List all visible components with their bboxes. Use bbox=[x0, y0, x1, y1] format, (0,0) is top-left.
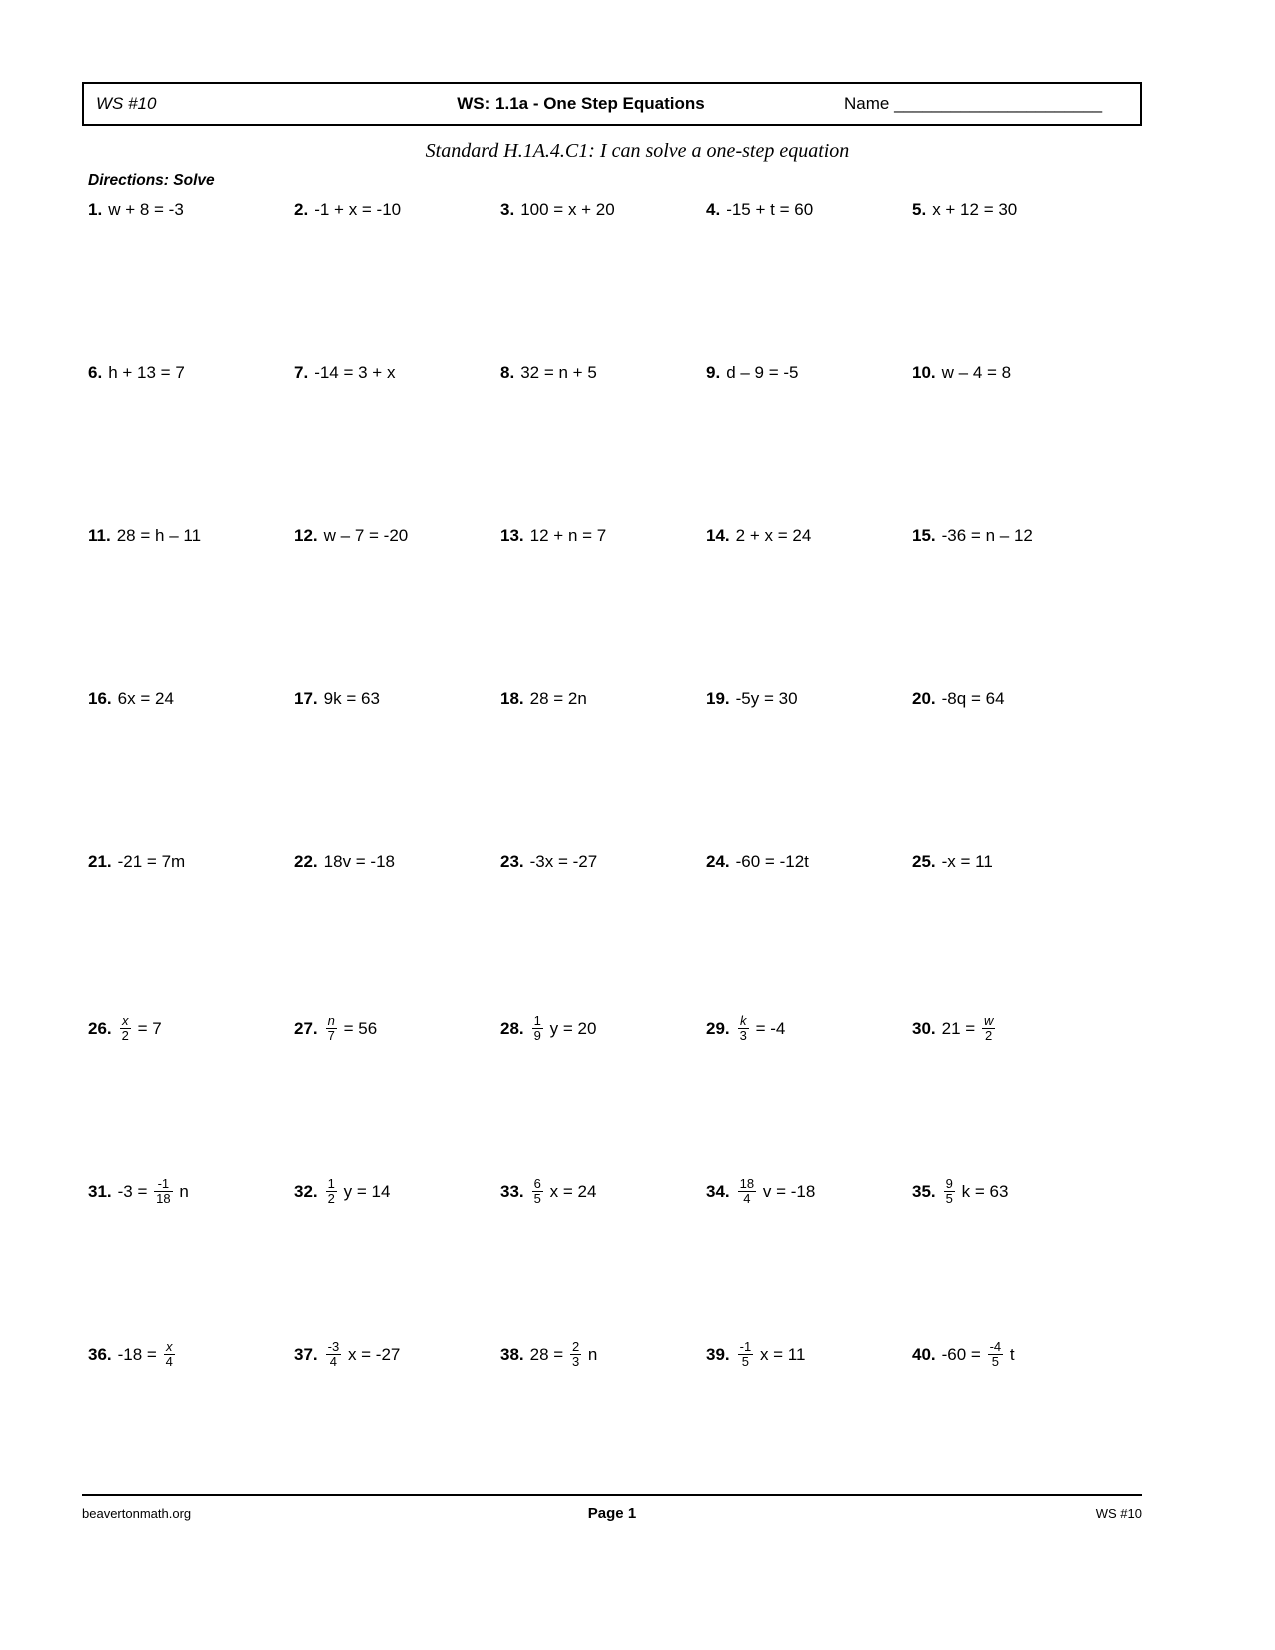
problem-item bbox=[912, 1178, 1118, 1341]
problem-row bbox=[88, 852, 1148, 1015]
problem-item bbox=[88, 200, 294, 363]
problem-number: 31. bbox=[88, 1181, 112, 1201]
fraction-denominator: 4 bbox=[329, 1353, 338, 1369]
problem-number: 25. bbox=[912, 852, 936, 871]
equation-text: + 20 bbox=[576, 200, 615, 219]
equation-text: -1 + bbox=[314, 200, 349, 219]
variable: t bbox=[804, 852, 809, 871]
equation-text: = 24 bbox=[135, 689, 174, 708]
equation-text: = -10 bbox=[357, 200, 402, 219]
equation-text: -14 = 3 + bbox=[314, 363, 387, 382]
problem-equation bbox=[530, 1013, 597, 1043]
problem-equation bbox=[108, 200, 184, 219]
fraction-denominator: 4 bbox=[743, 1190, 751, 1206]
variable: n bbox=[985, 526, 996, 545]
equation-text: -3 = bbox=[117, 1181, 153, 1201]
problem-item bbox=[294, 852, 500, 1015]
problem-number: 37. bbox=[294, 1344, 318, 1364]
problem-item bbox=[912, 200, 1118, 363]
problem-equation bbox=[530, 1176, 597, 1206]
problem-row bbox=[88, 200, 1148, 363]
problem-item bbox=[500, 1178, 706, 1341]
footer-site: beavertonmath.org bbox=[82, 1506, 192, 1521]
variable: x bbox=[764, 526, 773, 545]
problem-number: 1. bbox=[88, 200, 103, 219]
problem-number: 8. bbox=[500, 363, 515, 382]
problem-equation bbox=[324, 1013, 378, 1043]
problem-item bbox=[706, 689, 912, 852]
fraction-denominator: 5 bbox=[945, 1190, 953, 1206]
problem-item bbox=[500, 363, 706, 526]
variable: k bbox=[961, 1181, 971, 1201]
problem-number: 34. bbox=[706, 1181, 730, 1201]
problem-number: 15. bbox=[912, 526, 936, 545]
equation-text: 18 bbox=[323, 852, 343, 871]
problem-number: 23. bbox=[500, 852, 524, 871]
variable: x bbox=[544, 852, 554, 871]
equation-text: 32 = bbox=[520, 363, 559, 382]
problem-item bbox=[500, 1015, 706, 1178]
fraction bbox=[982, 1014, 995, 1042]
problem-number: 28. bbox=[500, 1018, 524, 1038]
equation-text: = 24 bbox=[558, 1181, 597, 1201]
fraction-numerator: 1 bbox=[533, 1013, 541, 1028]
equation-text: = -18 bbox=[771, 1181, 816, 1201]
problem-item bbox=[294, 526, 500, 689]
problem-number: 6. bbox=[88, 363, 103, 382]
variable: n bbox=[577, 689, 587, 708]
problem-number: 2. bbox=[294, 200, 309, 219]
problem-equation bbox=[941, 1339, 1015, 1369]
fraction bbox=[326, 1014, 337, 1042]
footer-divider bbox=[82, 1494, 1142, 1496]
fraction-denominator: 4 bbox=[165, 1353, 173, 1369]
footer bbox=[82, 1505, 1142, 1522]
fraction bbox=[738, 1177, 756, 1205]
problem-equation bbox=[118, 1013, 162, 1043]
problem-number: 7. bbox=[294, 363, 309, 382]
problem-number: 10. bbox=[912, 363, 936, 382]
variable: v bbox=[762, 1181, 772, 1201]
variable: x bbox=[347, 1344, 357, 1364]
problem-row bbox=[88, 1015, 1148, 1178]
fraction bbox=[944, 1177, 955, 1205]
equation-text: = 14 bbox=[352, 1181, 391, 1201]
problem-row bbox=[88, 363, 1148, 526]
problem-number: 9. bbox=[706, 363, 721, 382]
equation-text: -60 = bbox=[941, 1344, 986, 1364]
problem-item bbox=[294, 200, 500, 363]
equation-text: = 30 bbox=[759, 689, 798, 708]
problem-item bbox=[294, 1015, 500, 1178]
problem-item bbox=[294, 1341, 500, 1504]
problem-item bbox=[706, 1015, 912, 1178]
fraction bbox=[738, 1340, 754, 1368]
equation-text: + 13 = 7 bbox=[117, 363, 185, 382]
problem-number: 20. bbox=[912, 689, 936, 708]
problem-number: 13. bbox=[500, 526, 524, 545]
equation-text: = 64 bbox=[966, 689, 1005, 708]
problem-equation bbox=[942, 852, 993, 871]
problem-number: 21. bbox=[88, 852, 112, 871]
problem-equation bbox=[932, 200, 1017, 219]
problem-equation bbox=[118, 689, 174, 708]
fraction-denominator: 2 bbox=[121, 1027, 129, 1043]
variable: h bbox=[155, 526, 165, 545]
problem-number: 18. bbox=[500, 689, 524, 708]
problem-number: 39. bbox=[706, 1344, 730, 1364]
problem-equation bbox=[736, 852, 809, 871]
fraction-numerator: w bbox=[983, 1013, 994, 1028]
equation-text: = 56 bbox=[338, 1018, 378, 1038]
problem-equation bbox=[314, 363, 395, 382]
problem-equation bbox=[726, 363, 798, 382]
standard-statement: Standard H.1A.4.C1: I can solve a one-step equation bbox=[425, 140, 850, 162]
variable: x bbox=[549, 1181, 559, 1201]
variable: h bbox=[108, 363, 118, 382]
problem-row bbox=[88, 526, 1148, 689]
problem-number: 4. bbox=[706, 200, 721, 219]
equation-text: 28 = bbox=[529, 1344, 568, 1364]
problem-item bbox=[912, 689, 1118, 852]
problem-equation bbox=[736, 1013, 786, 1043]
variable: t bbox=[1009, 1344, 1015, 1364]
page-title: WS: 1.1a - One Step Equations bbox=[457, 94, 705, 113]
problem-number: 38. bbox=[500, 1344, 524, 1364]
problem-item bbox=[706, 852, 912, 1015]
problem-number: 36. bbox=[88, 1344, 112, 1364]
problem-number: 40. bbox=[912, 1344, 936, 1364]
problem-equation bbox=[117, 1339, 177, 1369]
fraction bbox=[988, 1340, 1004, 1368]
variable: w bbox=[323, 526, 336, 545]
problem-item bbox=[500, 1341, 706, 1504]
variable: n bbox=[179, 1181, 189, 1201]
equation-text: = 24 bbox=[772, 526, 812, 545]
equation-text: + 12 = 30 bbox=[940, 200, 1018, 219]
problem-item bbox=[500, 526, 706, 689]
problem-item bbox=[294, 363, 500, 526]
fraction bbox=[326, 1340, 342, 1368]
fraction-numerator: x bbox=[120, 1014, 131, 1029]
variable: y bbox=[750, 689, 760, 708]
footer-page-number: Page 1 bbox=[587, 1505, 637, 1522]
fraction-denominator: 5 bbox=[533, 1190, 541, 1206]
equation-text: = 7 bbox=[132, 1018, 162, 1038]
problem-equation bbox=[736, 1176, 816, 1206]
problem-number: 29. bbox=[706, 1018, 730, 1038]
problem-number: 3. bbox=[500, 200, 515, 219]
fraction bbox=[738, 1014, 749, 1042]
problem-equation bbox=[117, 1176, 189, 1206]
equation-text: = 7 bbox=[577, 526, 607, 545]
header-box bbox=[82, 82, 1142, 126]
problem-equation bbox=[736, 689, 798, 708]
problem-item bbox=[706, 200, 912, 363]
variable: x bbox=[348, 200, 358, 219]
variable: x bbox=[759, 1344, 769, 1364]
problem-item bbox=[88, 1341, 294, 1504]
fraction-numerator: 18 bbox=[739, 1176, 755, 1191]
problem-item bbox=[706, 526, 912, 689]
equation-text: – 9 = -5 bbox=[735, 363, 799, 382]
problem-number: 14. bbox=[706, 526, 730, 545]
problem-equation bbox=[118, 852, 186, 871]
variable: x bbox=[567, 200, 577, 219]
problem-number: 26. bbox=[88, 1018, 112, 1038]
equation-text: 100 = bbox=[520, 200, 568, 219]
fraction-numerator: n bbox=[327, 1013, 335, 1028]
fraction-numerator: 9 bbox=[945, 1176, 953, 1191]
problem-number: 32. bbox=[294, 1181, 318, 1201]
problem-row bbox=[88, 689, 1148, 852]
fraction-denominator: 5 bbox=[991, 1353, 999, 1369]
problem-equation bbox=[520, 200, 615, 219]
directions-text: Directions: Solve bbox=[88, 172, 215, 189]
equation-text: 6 bbox=[117, 689, 128, 708]
problem-equation bbox=[942, 363, 1011, 382]
equation-text: = 63 bbox=[341, 689, 380, 708]
problem-equation bbox=[530, 689, 587, 708]
problem-equation bbox=[108, 363, 185, 382]
problem-equation bbox=[736, 1339, 806, 1369]
problem-row bbox=[88, 1178, 1148, 1341]
variable: x bbox=[932, 200, 941, 219]
problem-number: 16. bbox=[88, 689, 112, 708]
equation-text: 12 + bbox=[529, 526, 568, 545]
variable: y bbox=[549, 1018, 559, 1038]
problem-equation bbox=[117, 526, 201, 545]
problem-equation bbox=[726, 200, 813, 219]
problem-item bbox=[88, 526, 294, 689]
variable: k bbox=[333, 689, 342, 708]
fraction-denominator: 7 bbox=[327, 1027, 335, 1043]
variable: x bbox=[127, 689, 136, 708]
equation-text: -x = 11 bbox=[941, 852, 993, 871]
fraction-numerator: 1 bbox=[327, 1176, 335, 1191]
fraction bbox=[120, 1014, 131, 1042]
equation-text: 2 + bbox=[735, 526, 765, 545]
problem-number: 17. bbox=[294, 689, 318, 708]
problem-item bbox=[88, 852, 294, 1015]
equation-text: + 8 = -3 bbox=[120, 200, 184, 219]
problem-item bbox=[88, 363, 294, 526]
problem-number: 12. bbox=[294, 526, 318, 545]
equation-text: – 11 bbox=[164, 526, 202, 545]
equation-text: 28 = 2 bbox=[529, 689, 578, 708]
problem-equation bbox=[942, 689, 1005, 708]
fraction bbox=[164, 1340, 175, 1368]
problem-equation bbox=[942, 1176, 1009, 1206]
problem-equation bbox=[942, 526, 1033, 545]
equation-text: -18 = bbox=[117, 1344, 162, 1364]
variable: w bbox=[941, 363, 954, 382]
fraction-denominator: 2 bbox=[327, 1190, 335, 1206]
fraction-numerator: -1 bbox=[739, 1339, 752, 1354]
problem-number: 22. bbox=[294, 852, 318, 871]
equation-text: = 20 bbox=[558, 1018, 597, 1038]
equation-text: = 11 bbox=[768, 1344, 806, 1364]
equation-text: 21 = bbox=[941, 1018, 980, 1038]
variable: w bbox=[108, 200, 121, 219]
variable: d bbox=[726, 363, 736, 382]
equation-text: -3 bbox=[529, 852, 545, 871]
problem-number: 33. bbox=[500, 1181, 524, 1201]
fraction-denominator: 2 bbox=[985, 1027, 993, 1043]
problem-equation bbox=[520, 363, 597, 382]
problem-equation bbox=[324, 1176, 391, 1206]
fraction-denominator: 3 bbox=[571, 1353, 580, 1369]
problem-item bbox=[912, 1015, 1118, 1178]
problem-item bbox=[706, 1341, 912, 1504]
problem-item bbox=[706, 1178, 912, 1341]
fraction-denominator: 5 bbox=[741, 1353, 750, 1369]
fraction bbox=[326, 1177, 337, 1205]
fraction-numerator: 6 bbox=[533, 1176, 541, 1191]
footer-code: WS #10 bbox=[1095, 1506, 1142, 1521]
problem-equation bbox=[324, 852, 395, 871]
problem-item bbox=[500, 200, 706, 363]
variable: x bbox=[386, 363, 396, 382]
fraction bbox=[532, 1177, 543, 1205]
problem-item bbox=[500, 852, 706, 1015]
fraction-numerator: -3 bbox=[327, 1339, 340, 1354]
problem-number: 24. bbox=[706, 852, 730, 871]
problem-equation bbox=[530, 852, 598, 871]
equation-text: + 5 bbox=[567, 363, 597, 382]
equation-text: -60 = -12 bbox=[735, 852, 805, 871]
equation-text: = -18 bbox=[351, 852, 396, 871]
problem-item bbox=[912, 526, 1118, 689]
problem-item bbox=[706, 363, 912, 526]
fraction-denominator: 3 bbox=[739, 1027, 747, 1043]
problem-grid bbox=[88, 200, 1148, 1504]
fraction-numerator: 2 bbox=[571, 1339, 580, 1354]
fraction bbox=[154, 1177, 172, 1205]
variable: v bbox=[342, 852, 352, 871]
variable: n bbox=[587, 1344, 598, 1364]
fraction-numerator: -4 bbox=[989, 1339, 1002, 1354]
problem-number: 5. bbox=[912, 200, 927, 219]
problem-equation bbox=[529, 1339, 598, 1369]
problem-number: 35. bbox=[912, 1181, 936, 1201]
equation-text: – 12 bbox=[995, 526, 1033, 545]
fraction-numerator: x bbox=[164, 1340, 175, 1355]
equation-text: -21 = 7 bbox=[117, 852, 172, 871]
equation-text: = -4 bbox=[750, 1018, 786, 1038]
equation-text: 9 bbox=[323, 689, 334, 708]
problem-equation bbox=[324, 1339, 401, 1369]
problem-equation bbox=[736, 526, 812, 545]
equation-text: = 63 bbox=[970, 1181, 1009, 1201]
problem-item bbox=[912, 1341, 1118, 1504]
variable: t bbox=[770, 200, 775, 219]
variable: n bbox=[558, 363, 568, 382]
problem-number: 11. bbox=[88, 526, 111, 545]
fraction-denominator: 9 bbox=[533, 1027, 541, 1043]
name-field-label: Name ______________________ bbox=[844, 94, 1103, 113]
problem-item bbox=[88, 1015, 294, 1178]
problem-number: 27. bbox=[294, 1018, 318, 1038]
problem-equation bbox=[324, 526, 409, 545]
problem-item bbox=[500, 689, 706, 852]
fraction bbox=[570, 1340, 581, 1368]
problem-equation bbox=[530, 526, 607, 545]
fraction-denominator: 18 bbox=[156, 1190, 171, 1206]
equation-text: -36 = bbox=[941, 526, 986, 545]
variable: q bbox=[956, 689, 967, 708]
problem-equation bbox=[941, 1013, 998, 1043]
equation-text: = -27 bbox=[553, 852, 598, 871]
equation-text: -15 + bbox=[726, 200, 771, 219]
problem-item bbox=[294, 689, 500, 852]
equation-text: – 4 = 8 bbox=[953, 363, 1012, 382]
problem-number: 30. bbox=[912, 1018, 936, 1038]
fraction bbox=[532, 1014, 543, 1042]
worksheet-code: WS #10 bbox=[96, 94, 157, 113]
fraction-numerator: k bbox=[738, 1014, 749, 1029]
problem-item bbox=[88, 689, 294, 852]
problem-row bbox=[88, 1341, 1148, 1504]
problem-item bbox=[912, 363, 1118, 526]
equation-text: -5 bbox=[735, 689, 751, 708]
equation-text: 28 = bbox=[116, 526, 155, 545]
variable: m bbox=[171, 852, 186, 871]
equation-text: = -27 bbox=[356, 1344, 401, 1364]
variable: n bbox=[567, 526, 578, 545]
fraction-numerator: -1 bbox=[154, 1177, 172, 1192]
equation-text: = 60 bbox=[774, 200, 814, 219]
problem-item bbox=[294, 1178, 500, 1341]
problem-item bbox=[88, 1178, 294, 1341]
variable: y bbox=[343, 1181, 353, 1201]
problem-equation bbox=[314, 200, 401, 219]
problem-item bbox=[912, 852, 1118, 1015]
problem-number: 19. bbox=[706, 689, 730, 708]
equation-text: -8 bbox=[941, 689, 957, 708]
problem-equation bbox=[324, 689, 380, 708]
equation-text: – 7 = -20 bbox=[335, 526, 409, 545]
